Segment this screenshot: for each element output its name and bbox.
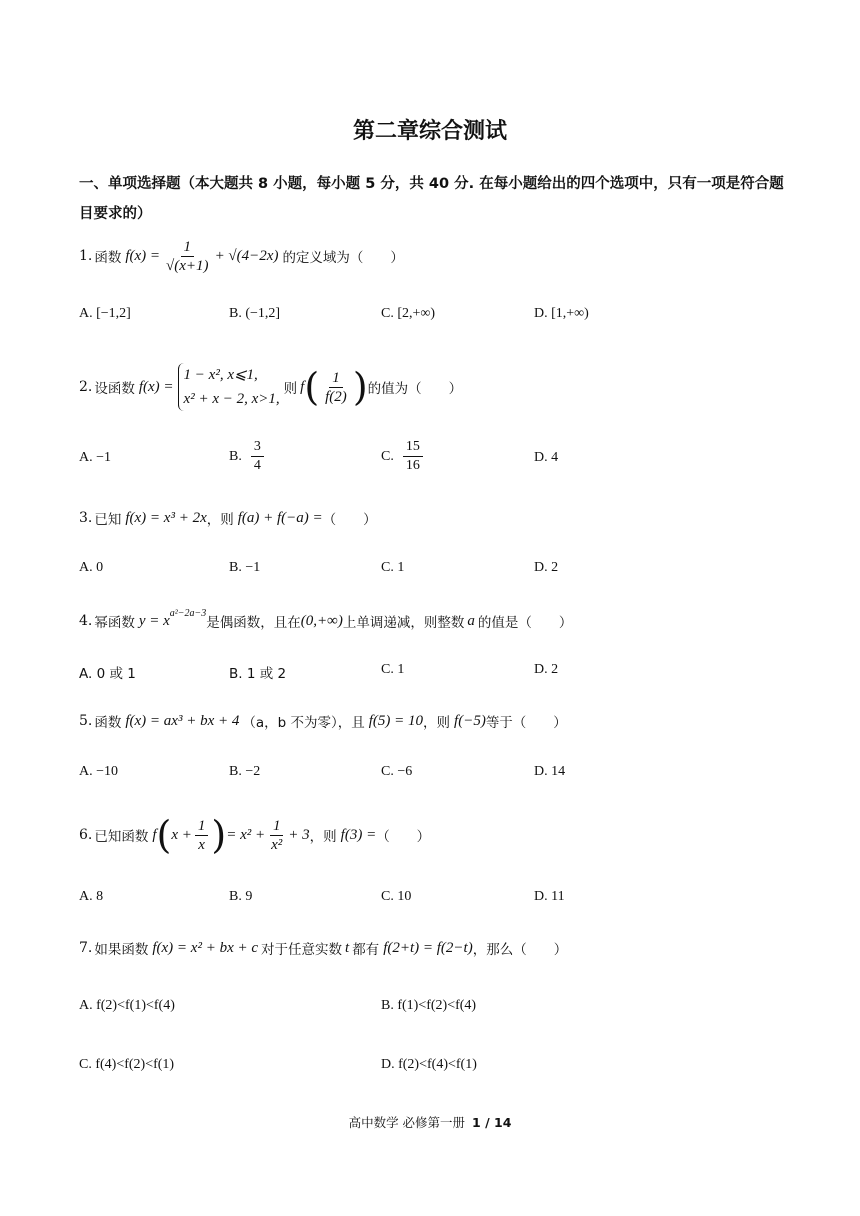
q2-case-2: x² + x − 2, x>1,	[183, 391, 280, 407]
q2-f: f	[300, 378, 305, 395]
q6-eq: = x² +	[226, 826, 266, 843]
q7-option-d[interactable]: D. f(2)<f(4)<f(1)	[381, 1057, 477, 1072]
q3-number: 3.	[79, 510, 93, 526]
q4-option-c[interactable]: C. 1	[381, 662, 405, 677]
q2-option-b-label: B.	[229, 448, 242, 464]
q4-option-a[interactable]	[79, 662, 136, 682]
question-7	[79, 937, 567, 959]
q1-frac-num: 1	[181, 238, 195, 257]
q2-option-b-den: 4	[253, 458, 261, 473]
q2-then: 则	[283, 381, 298, 397]
q7-pre: 如果函数	[94, 942, 149, 958]
q5-pre: 函数	[94, 715, 122, 731]
q7-mid2: 都有	[352, 942, 380, 958]
q7-t: t	[345, 939, 350, 956]
q2-inner-num: 1	[329, 369, 343, 388]
q2-option-c[interactable]	[381, 438, 426, 475]
q2-lparen: (	[304, 365, 320, 409]
q1-option-d[interactable]: D. [1,+∞)	[534, 306, 589, 321]
q2-fx: f(x) =	[138, 378, 174, 395]
q5-number: 5.	[79, 713, 93, 729]
q3-expr2: f(a) + f(−a) =	[237, 509, 323, 526]
question-1	[79, 236, 404, 276]
q7-mid: 对于任意实数	[261, 942, 343, 958]
q6-plus3: + 3	[288, 826, 310, 843]
q4-var: a	[467, 612, 475, 629]
question-6	[79, 812, 430, 858]
q6-expr2: f(3) =	[340, 826, 377, 843]
q5-option-c[interactable]: C. −6	[381, 764, 413, 779]
q2-inner-den: f(2)	[325, 388, 347, 405]
q4-interval: (0,+∞)	[300, 612, 343, 629]
q4-mid2: 上单调递减，则整数	[342, 615, 465, 631]
q7-expr2: f(2+t) = f(2−t)	[383, 939, 473, 956]
q3-expr: f(x) = x³ + 2x	[125, 509, 207, 526]
q2-option-d[interactable]: D. 4	[534, 450, 559, 465]
q5-option-d[interactable]: D. 14	[534, 764, 566, 779]
q3-mid: ，则	[206, 512, 234, 528]
q1-option-b[interactable]: B. (−1,2]	[229, 306, 281, 321]
q6-right-num: 1	[270, 817, 284, 836]
q6-option-a[interactable]: A. 8	[79, 889, 104, 904]
q2-option-b-frac	[251, 438, 264, 475]
q2-option-c-den: 16	[405, 458, 420, 473]
q6-pre: 已知函数	[94, 829, 149, 845]
q1-fraction	[163, 238, 212, 275]
q6-number: 6.	[79, 827, 93, 843]
q7-number: 7.	[79, 940, 93, 956]
q5-expr: f(x) = ax³ + bx + 4	[125, 712, 240, 729]
q2-pre: 设函数	[94, 381, 135, 397]
q3-post: （ ）	[322, 512, 377, 528]
q6-option-c[interactable]: C. 10	[381, 889, 412, 904]
q6-inner-den: x	[198, 836, 205, 853]
question-2	[79, 360, 462, 414]
q5-paren: （a，b 不为零），且	[242, 715, 365, 731]
q4-number: 4.	[79, 613, 93, 629]
q1-number: 1.	[79, 248, 93, 264]
q3-pre: 已知	[94, 512, 122, 528]
q3-option-a[interactable]: A. 0	[79, 560, 104, 575]
q5-option-b[interactable]: B. −2	[229, 764, 261, 779]
q3-option-b[interactable]: B. −1	[229, 560, 261, 575]
q7-expr: f(x) = x² + bx + c	[152, 939, 259, 956]
footer-text: 高中数学 必修第一册	[348, 1115, 466, 1130]
q1-pre: 函数	[94, 250, 122, 266]
section-heading: 一、单项选择题（本大题共 8 小题，每小题 5 分，共 40 分. 在每小题给出的四个选项中，只有一项是符合题目要求的）	[79, 176, 784, 222]
q5-mid: ，则	[423, 715, 451, 731]
q2-option-b-num: 3	[251, 438, 264, 457]
q6-right-den: x²	[271, 836, 283, 853]
question-3	[79, 507, 377, 529]
q4-option-b-text: B. 1 或 2	[229, 666, 287, 682]
q2-case-1: 1 − x², x⩽1,	[183, 367, 258, 383]
q2-inner-fraction	[322, 369, 350, 406]
q4-option-b[interactable]	[229, 662, 286, 682]
q6-inner-num: 1	[195, 817, 209, 836]
question-4	[79, 609, 572, 633]
q7-option-b[interactable]: B. f(1)<f(2)<f(4)	[381, 998, 477, 1013]
q5-option-a[interactable]: A. −10	[79, 764, 119, 779]
q6-inner-fraction	[195, 817, 209, 854]
q4-option-a-text: A. 0 或 1	[79, 666, 136, 682]
q4-exponent: a²−2a−3	[169, 607, 207, 619]
q6-mid: ，则	[309, 829, 337, 845]
q6-rparen: )	[211, 813, 227, 857]
page-title: 第二章综合测试	[352, 119, 507, 144]
q4-post: 的值是（ ）	[477, 615, 573, 631]
q2-option-a[interactable]: A. −1	[79, 450, 112, 465]
q2-post: 的值为（ ）	[367, 381, 463, 397]
q2-rparen: )	[352, 365, 368, 409]
q6-lparen: (	[156, 813, 172, 857]
q7-option-c[interactable]: C. f(4)<f(2)<f(1)	[79, 1057, 175, 1072]
q3-option-c[interactable]: C. 1	[381, 560, 405, 575]
q7-option-a[interactable]: A. f(2)<f(1)<f(4)	[79, 998, 175, 1013]
q5-post: 等于（ ）	[485, 715, 567, 731]
page-number: 1 / 14	[472, 1115, 512, 1130]
q4-pre: 幂函数	[94, 615, 135, 631]
q6-option-d[interactable]: D. 11	[534, 889, 565, 904]
q5-expr2: f(5) = 10	[368, 712, 424, 729]
q4-mid: 是偶函数，且在	[206, 615, 301, 631]
q2-piecewise	[178, 363, 280, 411]
q2-option-c-num: 15	[403, 438, 423, 457]
q2-option-c-frac	[403, 438, 423, 475]
q1-fx: f(x) =	[125, 247, 161, 264]
q6-x: x +	[171, 826, 192, 843]
q3-option-d[interactable]: D. 2	[534, 560, 559, 575]
q6-option-b[interactable]: B. 9	[229, 889, 253, 904]
q2-option-c-label: C.	[381, 448, 394, 464]
q1-option-c[interactable]: C. [2,+∞)	[381, 306, 436, 321]
q1-frac-den: √(x+1)	[166, 257, 209, 274]
q4-expr: y = x	[138, 612, 170, 629]
q1-plus-term: + √(4−2x)	[214, 247, 279, 264]
q6-post: （ ）	[376, 829, 431, 845]
q1-post: 的定义域为（ ）	[282, 250, 404, 266]
q4-option-d[interactable]: D. 2	[534, 662, 559, 677]
q1-option-a[interactable]: A. [−1,2]	[79, 306, 131, 321]
q7-post: ，那么（ ）	[472, 942, 568, 958]
q6-f: f	[152, 826, 157, 843]
question-5	[79, 710, 567, 732]
q2-number: 2.	[79, 379, 93, 395]
page-footer	[0, 1113, 860, 1131]
q6-right-fraction	[268, 817, 285, 854]
q5-expr3: f(−5)	[454, 712, 486, 729]
q2-option-b[interactable]	[229, 438, 267, 475]
